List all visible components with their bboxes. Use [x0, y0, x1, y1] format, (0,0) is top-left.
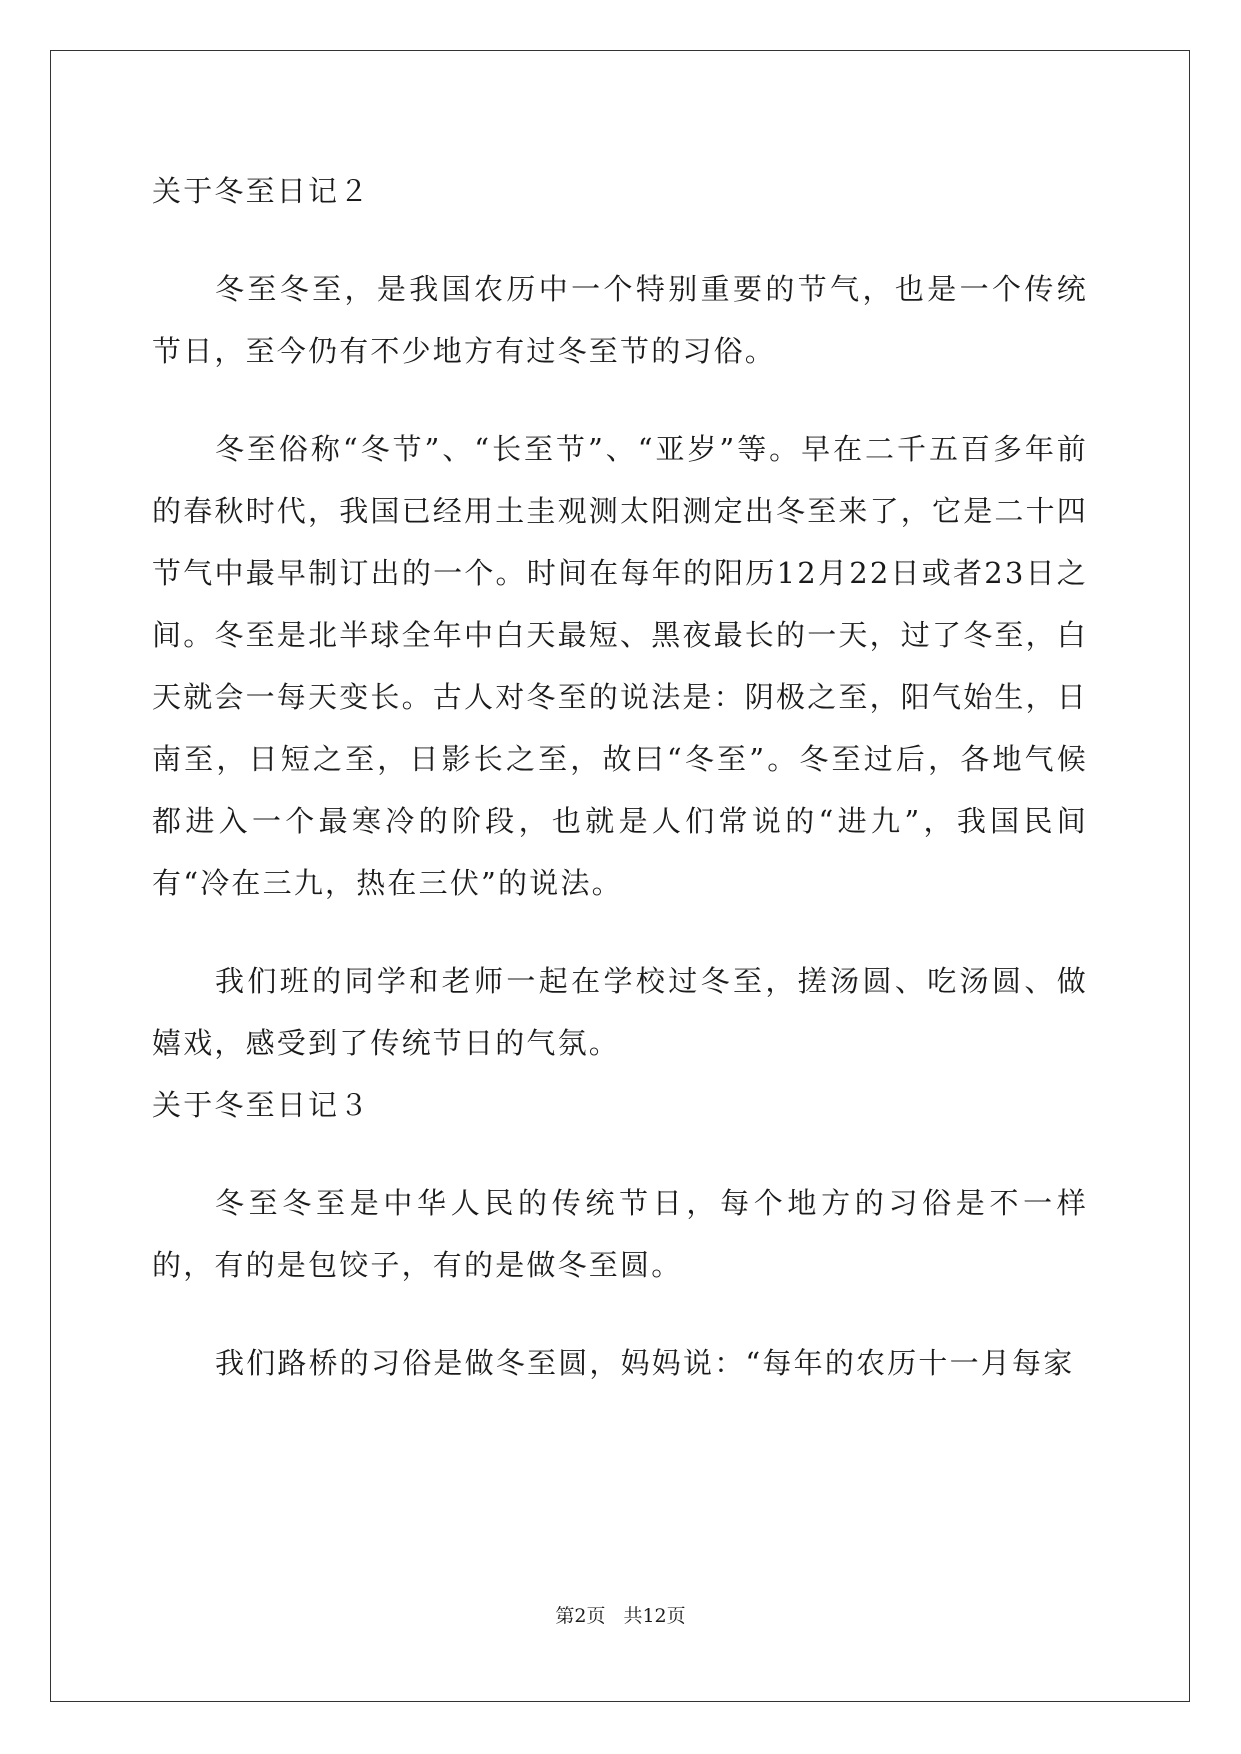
- section-heading: 关于冬至日记２: [152, 174, 371, 208]
- paragraph: 冬至冬至，是我国农历中一个特别重要的节气，也是一个传统节日，至今仍有不少地方有过冬至节的习俗。: [152, 272, 1088, 368]
- page-total: 共12页: [623, 1605, 686, 1627]
- paragraph: 冬至冬至是中华人民的传统节日，每个地方的习俗是不一样的，有的是包饺子，有的是做冬至圆。: [152, 1186, 1088, 1282]
- paragraph: 我们路桥的习俗是做冬至圆，妈妈说：“每年的农历十一月每家: [215, 1346, 1075, 1380]
- paragraph: 我们班的同学和老师一起在学校过冬至，搓汤圆、吃汤圆、做嬉戏，感受到了传统节日的气氛。: [152, 964, 1088, 1060]
- section-heading: 关于冬至日记３: [152, 1088, 371, 1122]
- paragraph: 冬至俗称“冬节”、“长至节”、“亚岁”等。早在二千五百多年前的春秋时代，我国已经用土圭观测太阳测定出冬至来了，它是二十四节气中最早制订出的一个。时间在每年的阳历12月22日或者23日之间。冬至是北半球全年中白天最短、黑夜最长的一天，过了冬至，白天就会一每天变长。古人对冬至的说法是：阴极之至，阳气始生，日南至，日短之至，日影长之至，故曰“冬至”。冬至过后，各地气候都进入一个最寒冷的阶段，也就是人们常说的“进九”，我国民间有“冷在三九，热在三伏”的说法。: [152, 432, 1089, 900]
- page-number: 第2页: [555, 1605, 606, 1627]
- document-body: [152, 160, 1088, 1430]
- page-footer: [0, 1601, 1241, 1628]
